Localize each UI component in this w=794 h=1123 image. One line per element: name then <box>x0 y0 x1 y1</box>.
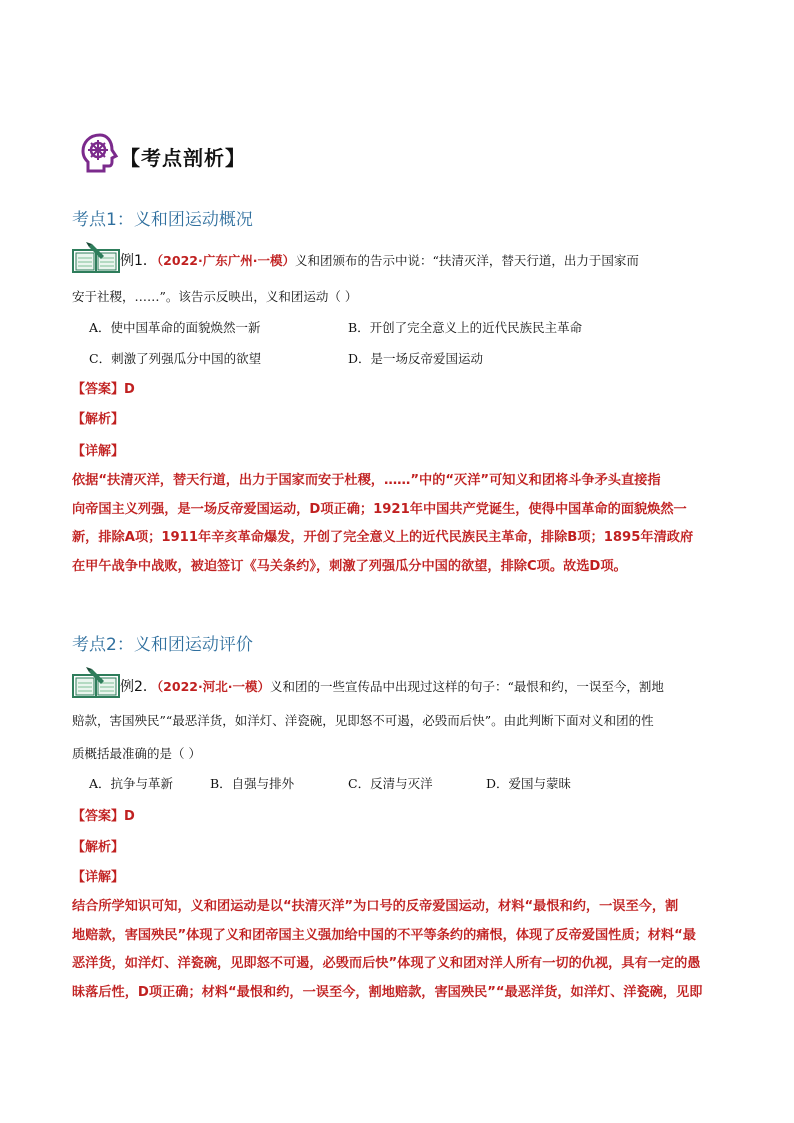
question-1-option-c[interactable]: C．刺激了列强瓜分中国的欲望 <box>89 351 262 366</box>
detail-2-label: 【详解】 <box>72 870 125 885</box>
book-pencil-icon <box>72 665 120 699</box>
answer-2-value: D <box>124 809 135 824</box>
question-2-stem-line2: 赔款，害国殃民”“最恶洋货，如洋灯、洋瓷碗，见即怒不可遏，必毁而后快”。由此判断下面对义和团的性 <box>72 713 654 728</box>
question-1-option-a[interactable]: A．使中国革命的面貌焕然一新 <box>89 320 261 335</box>
detail-1-line: 新，排除A项；1911年辛亥革命爆发，开创了完全意义上的近代民族民主革命，排除B项；1895年清政府 <box>72 530 694 545</box>
question-1-source: （2022·广东广州·一模） <box>156 253 295 268</box>
question-2-option-b[interactable]: B．自强与排外 <box>210 776 295 791</box>
analysis-1-label: 【解析】 <box>72 412 125 427</box>
question-2-text-1: 义和团的一些宣传品中出现过这样的句子：“最恨和约，一误至今，割地 <box>269 679 664 694</box>
question-2-source: （2022·河北·一模） <box>156 679 270 694</box>
question-2-option-d[interactable]: D．爱国与蒙昧 <box>486 776 572 791</box>
question-1-stem-line2: 安于社稷，……”。该告示反映出，义和团运动（ ） <box>72 289 358 304</box>
kaodian-1-title: 考点1：义和团运动概况 <box>72 210 253 230</box>
question-2-stem-line3: 质概括最准确的是（ ） <box>72 746 201 761</box>
detail-2-line: 结合所学知识可知，义和团运动是以“扶清灭洋”为口号的反帝爱国运动，材料“最恨和约，一误至今，割 <box>72 899 679 914</box>
detail-2-body <box>72 893 724 1007</box>
question-2-option-c[interactable]: C．反清与灭洋 <box>348 776 433 791</box>
answer-1 <box>72 378 135 397</box>
section-title: 【考点剖析】 <box>120 146 246 170</box>
question-1-text-1: 义和团颁布的告示中说：“扶清灭洋，替天行道，出力于国家而 <box>294 253 639 268</box>
detail-2-line: 昧落后性，D项正确；材料“最恨和约，一误至今，割地赔款，害国殃民”“最恶洋货，如洋灯、洋瓷碗，见即 <box>72 984 703 1000</box>
question-2-number: 例2． <box>120 679 157 695</box>
answer-2 <box>72 805 135 824</box>
detail-1-label: 【详解】 <box>72 444 125 459</box>
question-2-option-a[interactable]: A．抗争与革新 <box>89 776 174 791</box>
question-2-stem-line1 <box>120 676 664 696</box>
detail-1-line: 向帝国主义列强，是一场反帝爱国运动，D项正确；1921年中国共产党诞生，使得中国革命的面貌焕然一 <box>72 501 687 517</box>
detail-2-line: 地赔款，害国殃民”体现了义和团帝国主义强加给中国的不平等条约的痛恨，体现了反帝爱国性质；材料“最 <box>72 927 696 943</box>
detail-1-line: 在甲午战争中战败，被迫签订《马关条约》，刺激了列强瓜分中国的欲望，排除C项。故选D项。 <box>72 558 627 574</box>
answer-1-value: D <box>124 382 135 397</box>
answer-1-label: 【答案】 <box>72 382 125 397</box>
question-1-number: 例1． <box>120 253 157 269</box>
detail-1-body <box>72 467 724 581</box>
kaodian-2-title: 考点2：义和团运动评价 <box>72 635 253 655</box>
detail-1-line: 依据“扶清灭洋，替天行道，出力于国家而安于杜稷，……”中的“灭洋”可知义和团将斗争矛头直接指 <box>72 473 661 488</box>
question-1-option-b[interactable]: B．开创了完全意义上的近代民族民主革命 <box>348 320 583 335</box>
book-pencil-icon <box>72 240 120 274</box>
question-1-option-d[interactable]: D．是一场反帝爱国运动 <box>348 351 484 366</box>
analysis-2-label: 【解析】 <box>72 840 125 855</box>
brain-head-icon <box>78 131 122 175</box>
answer-2-label: 【答案】 <box>72 809 125 824</box>
detail-2-line: 恶洋货，如洋灯、洋瓷碗，见即怒不可遏，必毁而后快”体现了义和团对洋人所有一切的仇视，具有一定的愚 <box>72 956 701 971</box>
question-1-stem-line1 <box>120 250 639 270</box>
